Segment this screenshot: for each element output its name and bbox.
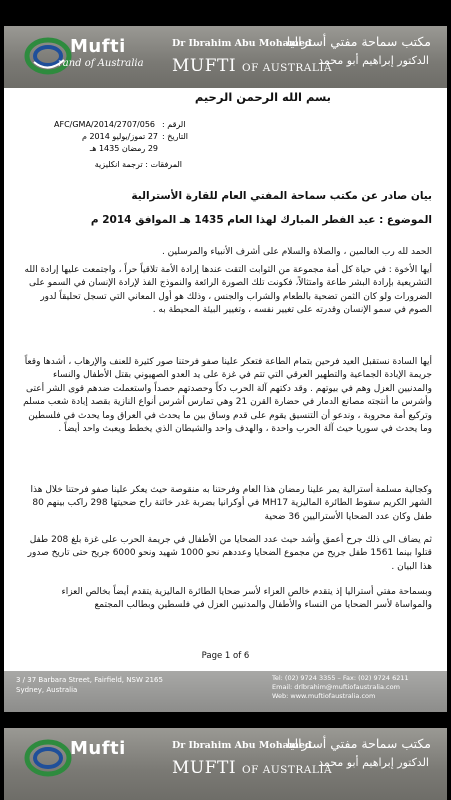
- date-label: التاريخ :: [162, 132, 189, 141]
- ref-label: الرقم :: [162, 120, 186, 129]
- footer-web: Web: www.muftiofaustralia.com: [272, 692, 376, 700]
- header-title-en-page-2: [172, 758, 332, 778]
- header-name-en: Dr Ibrahim Abu Mohamed: [172, 38, 312, 49]
- statement-title: بيان صادر عن مكتب سماحة المفتي العام للقارة الأسترالية: [131, 190, 432, 202]
- footer-tel: Tel: (02) 9724 3355 – Fax: (02) 9724 6211: [272, 674, 409, 682]
- letter-footer: [4, 671, 447, 712]
- header-title-of: OF AUSTRALIA: [242, 62, 333, 74]
- logo-emblem-icon: [24, 736, 74, 780]
- header-title-main: MUFTI: [172, 56, 237, 76]
- paragraph-2: أيها السادة نستقبل العيد فرحين بتمام الطاعة فتعكر علينا صفو فرحتنا صور كثيرة للعنف والإرهاب ، أشدها وقعاً جريمة الإبادة الجماعية والتطهير العرقي التي تتم في غزة على يد العدو الصهيوني بقتل الأطفال والنساء والمدنيين العزل وهم في بيوتهم . وقد دكتهم آلة الحرب دكاً وحصدتهم حصداً واستعملت ضدهم قوى الشر أعتى وأشرس ما أنتجته مصانع الدمار في حضارة القرن 21 وهي تمارس أشرس أنواع النازية بقصد إبادة شعب مسلم وتركيع أمة محروبة ، وندعو أن التنسيق يقوم على قدم وساق بين ما يحدث في العراق وما يحدث في فلسطين وما يحدث في سوريا حيث آلة الحرب واحدة ، والهدف واحد والشيطان الذي يخطط ويعبث واحد أيضاً .: [23, 357, 432, 435]
- page-number: Page 1 of 6: [201, 651, 250, 661]
- bismillah: بسم الله الرحمن الرحيم: [194, 90, 331, 104]
- header-title-of-page-2: OF AUSTRALIA: [242, 764, 333, 776]
- header-title-main-page-2: MUFTI: [172, 758, 237, 778]
- subject-line: الموضوع : عيد الفطر المبارك لهذا العام 1435 هـ الموافق 2014 م: [90, 214, 432, 226]
- paragraph-5: وبسماحة مفتي أستراليا إذ يتقدم خالص العزاء لأسر ضحايا الطائرة الماليزية يتقدم أيضاً بخالص العزاء والمواساة لأسر الضحايا من النساء والأطفال والمدنيين العزل في فلسطين وبطالب المجتمع: [61, 587, 432, 611]
- header-office-ar-page-2: مكتب سماحة مفتي أستراليا: [286, 736, 431, 751]
- footer-email: Email: drlbrahim@muftiofaustralia.com: [272, 683, 400, 691]
- date-hijri: 29 رمضان 1435 هـ: [89, 144, 158, 153]
- letter-page-1: [4, 26, 447, 712]
- greeting: الحمد لله رب العالمين ، والصلاة والسلام على أشرف الأنبياء والمرسلين .: [161, 247, 432, 257]
- footer-contact: [272, 674, 409, 701]
- footer-address-line2: Sydney, Australia: [16, 686, 78, 694]
- header-name-ar: الدكتور إبراهيم أبو محمد: [318, 54, 429, 67]
- letter-page-2: [4, 728, 447, 800]
- mufti-logo-page-2: [24, 736, 152, 782]
- letterhead-page-2: [4, 728, 447, 800]
- date-gregorian: 27 تموز/يوليو 2014 م: [81, 132, 158, 141]
- logo-subtitle: rand of Australia: [58, 58, 144, 69]
- attachments-label: المرفقات : ترجمة انكليزية: [94, 160, 182, 169]
- logo-wordmark: Mufti: [70, 36, 126, 57]
- logo-wordmark-page-2: Mufti: [70, 738, 126, 759]
- header-name-en-page-2: Dr Ibrahim Abu Mohamed: [172, 740, 312, 751]
- paragraph-4: ثم يضاف الى ذلك جرح أعمق وأشد حيث عدد الضحايا من الأطفال في جريمة الحرب على غزة بلغ 208 طفل قتلوا بينما 1561 طفل جريح من مجموع الضحايا وعددهم نحو 1000 شهيد ونحو 6000 جريح حتى تاريخ صدور هذا البيان .: [27, 535, 432, 572]
- paragraph-3: وكجالية مسلمة أسترالية يمر علينا رمضان هذا العام وفرحتنا به منقوصة حيث يعكر علينا صفو فرحتنا خلال هذا الشهر الكريم سقوط الطائرة الماليزية MH17 في أوكرانيا بضربة غدر خائنة راح ضحيتها 298 راكب بينهم 80 طفل وكان عدد الضحايا الأستراليين 36 ضحية: [30, 485, 432, 522]
- mufti-logo: [24, 34, 152, 80]
- logo-emblem-icon: [24, 34, 74, 78]
- ref-value: AFC/GMA/2014/2707/056: [54, 120, 156, 129]
- header-office-ar: مكتب سماحة مفتي أستراليا: [286, 34, 431, 49]
- header-title-en: [172, 56, 332, 76]
- footer-address-line1: 3 / 37 Barbara Street, Fairfield, NSW 2165: [16, 676, 163, 684]
- paragraph-1: أيها الأخوة : في حياة كل أمة مجموعة من الثوابت التقت عندها إرادة الأمة تلاقياً حراً ، واجتمعت عليها إرادة الله التشريعية بإرادة البشر طاعة وامتثالاً، فكونت تلك الصورة الرائعة والنموذج الفذ لإرادة الإنسان في السمو على الضرورات ولو كان الثمن تضحية بالطعام والشراب والجنس ، وذلك هو أول المعاني التي تسجل تحليقاً لدور الصوم في سمو الإنسان وقدرته على تغيير نفسه ، وتغيير البيئة المحيطة به .: [24, 265, 432, 316]
- header-name-ar-page-2: الدكتور إبراهيم أبو محمد: [318, 756, 429, 769]
- footer-address: [16, 675, 163, 695]
- letterhead: [4, 26, 447, 88]
